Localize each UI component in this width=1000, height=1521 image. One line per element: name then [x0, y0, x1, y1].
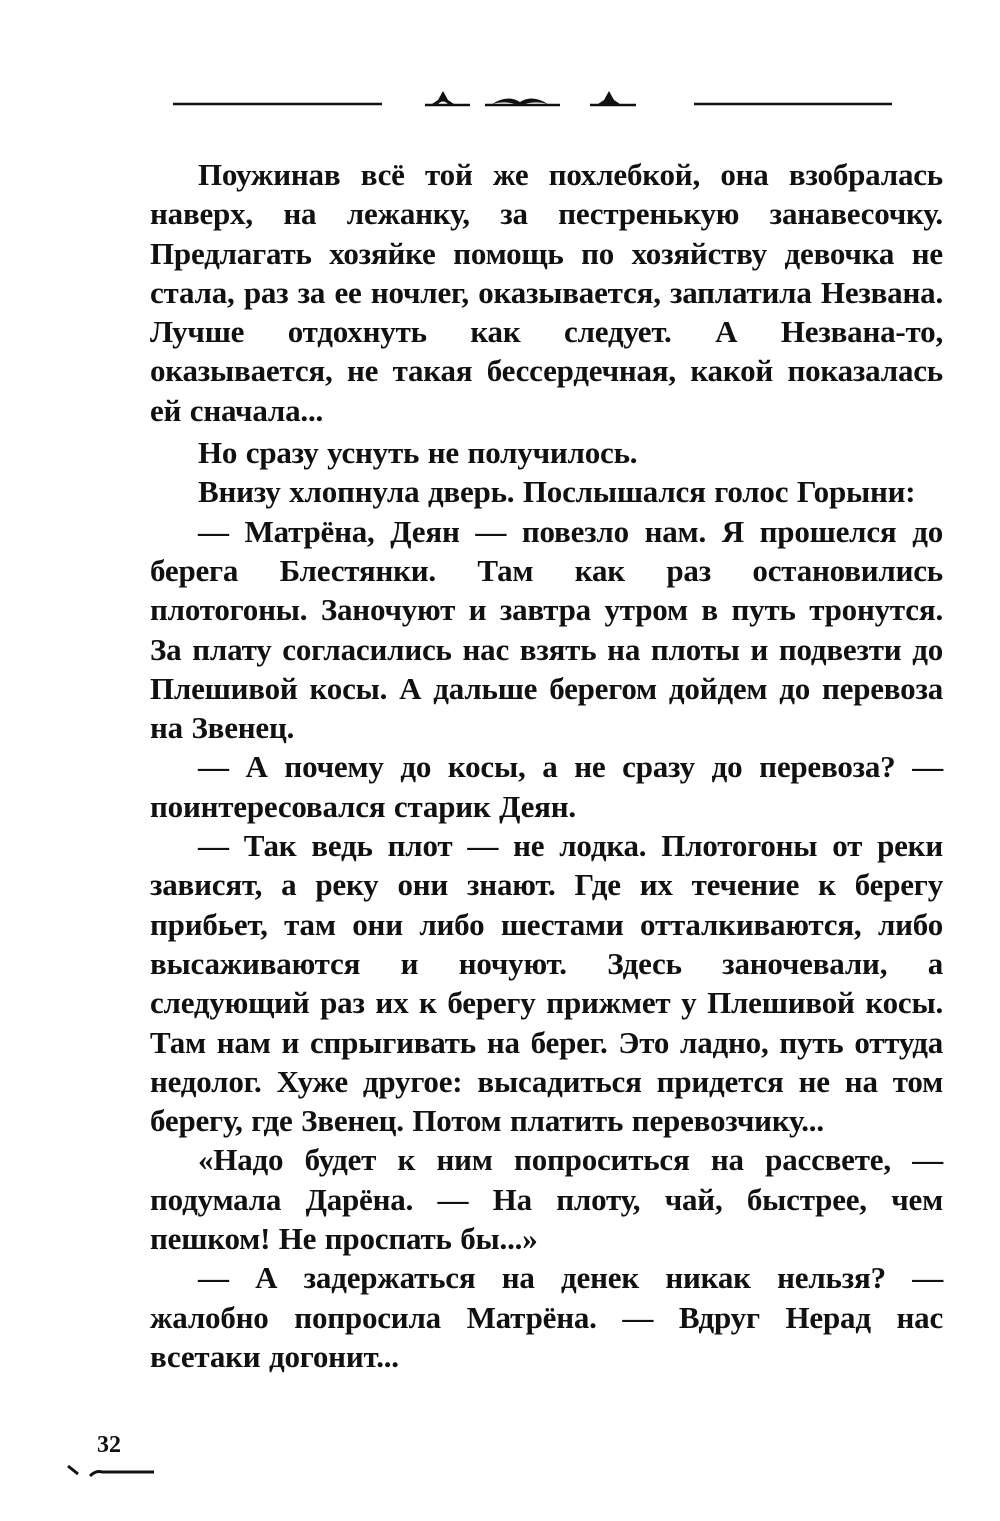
paragraph: — А почему до косы, а не сразу до перевоза? — поинтересовался старик Деян. — [150, 749, 943, 824]
text-block — [150, 155, 943, 1376]
paragraph: Внизу хлопнула дверь. Послышался голос Горыни: — [198, 474, 916, 510]
paragraph: — Матрёна, Деян — повезло нам. Я прошелся до берега Блестянки. Там как раз остановились плотогоны. Заночуют и завтра утром в путь тронутся. За плату согласились нас взять на плоты и подвезти до Плешивой косы. А дальше берегом дойдем до перевоза на Звенец. — [150, 513, 943, 746]
paragraph: «Надо будет к ним попроситься на рассвете, — подумала Дарёна. — На плоту, чай, быстрее, чем пешком! Не проспать бы...» — [150, 1142, 943, 1257]
paragraph: — А задержаться на денек никак нельзя? — жалобно попросила Матрёна. — Вдруг Нерад нас всетаки догонит... — [150, 1260, 943, 1374]
page-number: 32 — [97, 1432, 121, 1458]
paragraph: Поужинав всё той же похлебкой, она взобралась наверх, на лежанку, за пестренькую занавесочку. Предлагать хозяйке помощь по хозяйству девочка не стала, раз за ее ночлег, оказывается, заплатила Незвана. Лучше отдохнуть как следует. А Незвана-то, оказывается, не такая бессердечная, какой показалась ей сначала... — [150, 157, 943, 428]
footer-ornament — [66, 1460, 156, 1480]
paragraph: Но сразу уснуть не получилось. — [198, 435, 638, 471]
header-ornament — [170, 78, 895, 118]
paragraph: — Так ведь плот — не лодка. Плотогоны от реки зависят, а реку они знают. Где их течение к берегу прибьет, там они либо шестами отталкиваются, либо высаживаются и ночуют. Здесь заночевали, а следующий раз их к берегу прижмет у Плешивой косы. Там нам и спрыгивать на берег. Это ладно, путь оттуда недолог. Хуже другое: высадиться придется не на том берегу, где Звенец. Потом платить перевозчику... — [150, 828, 943, 1139]
